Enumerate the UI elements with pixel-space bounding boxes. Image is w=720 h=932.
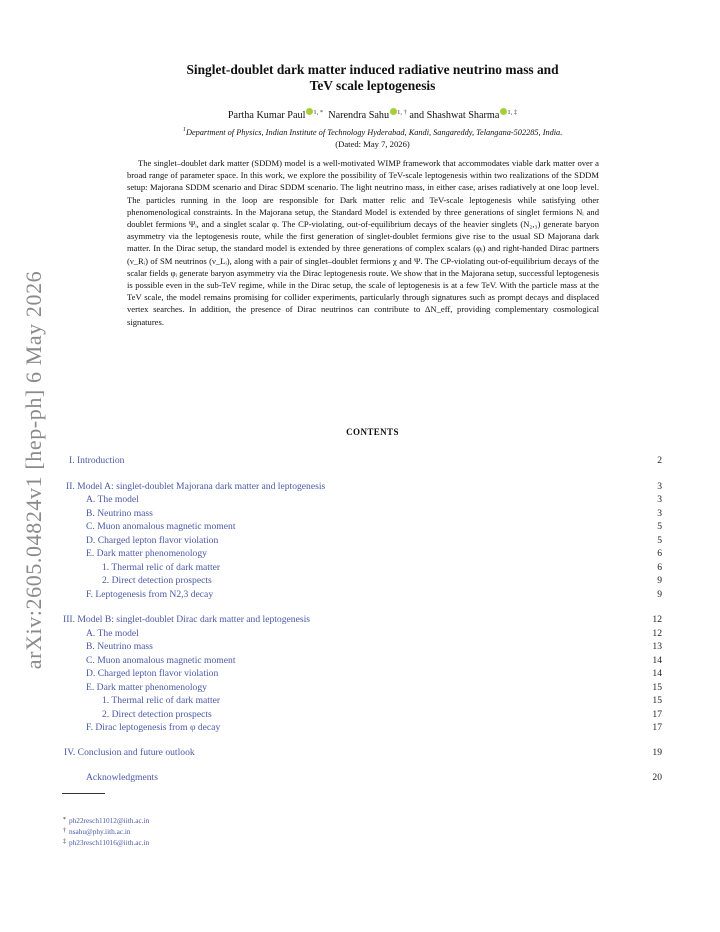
author-list [100, 108, 645, 121]
toc-entry[interactable] [60, 695, 662, 707]
toc-entry-label[interactable]: D. Charged lepton flavor violation [86, 668, 219, 679]
toc-entry-page: 13 [652, 641, 662, 652]
toc-entry[interactable] [60, 628, 662, 640]
toc-entry-label[interactable]: A. The model [86, 627, 139, 639]
toc-entry-label[interactable]: III. Model B: singlet-doublet Dirac dark matter and leptogenesis [63, 614, 310, 625]
toc-entry[interactable] [60, 481, 662, 493]
toc-entry[interactable] [60, 562, 662, 574]
dated-line: (Dated: May 7, 2026) [335, 139, 410, 149]
toc-entry[interactable] [60, 455, 662, 467]
toc-entry-page: 5 [657, 534, 662, 546]
toc-entry[interactable] [60, 494, 662, 506]
toc-entry[interactable] [60, 682, 662, 694]
toc-entry-label[interactable]: I. Introduction [69, 455, 125, 466]
toc-entry-page: 14 [652, 668, 662, 679]
toc-entry-page: 2 [657, 455, 662, 466]
abstract: The singlet–doublet dark matter (SDDM) model is a well-motivated WIMP framework that accommodates viable dark matter over a broad range of parameter space. In this work, we explore the possibility of TeV-scale leptogenesis within two realizations of the SDDM setup: Majorana SDDM scenario and Dirac SDDM scenario. The light neutrino mass, in either case, arises radiatively at one loop level. The particles running in the loop are responsible for Dark matter relic and TeV-scale leptogenesis while satisfying other phenomenological constraints. In the Majorana setup, the Standard Model is extended by three generations of singlet fermions Nᵢ and doublet fermions Ψᵢ, and a singlet scalar φ. The CP-violating, out-of-equilibrium decays of the heavier singlets (N₂,₃) generate baryon asymmetry via the leptogenesis route, while the first generation of singlet-doublet fermions give rise to the usual SD Majorana dark matter. In the Dirac setup, the standard model is extended by three generations of complex scalars (φᵢ) and right-handed Dirac partners (ν_Rᵢ) of SM neutrinos (ν_Lᵢ), along with a pair of singlet–doublet fermions χ and Ψ. The CP-violating out-of-equilibrium decays of the scalar fields φᵢ generate baryon asymmetry via the Dirac leptogenesis route. We show that in the Majorana setup, successful leptogenesis is possible even in the sub-TeV regime, while in the Dirac setup, the scale of leptogenesis is at a few TeV. With the particle mass at the TeV scale, the model remains promising for collider experiments, particularly through signatures such as prompt decays and displaced vertex searches. In addition, the presence of Dirac neutrinos can contribute to ΔN_eff, providing complementary cosmological signatures. [127, 158, 599, 327]
toc-entry[interactable] [60, 535, 662, 547]
footnote-email-text[interactable]: nsahu@phy.iith.ac.in [69, 827, 131, 836]
toc-entry-page: 6 [657, 548, 662, 559]
footnote-email[interactable] [63, 837, 149, 848]
toc-entry-page: 15 [652, 681, 662, 693]
author-name[interactable]: Narendra Sahu [328, 110, 390, 121]
title-line-1: Singlet-doublet dark matter induced radiative neutrino mass and [186, 62, 559, 77]
toc-entry-label[interactable]: 2. Direct detection prospects [102, 708, 212, 720]
toc-entry-label[interactable]: 1. Thermal relic of dark matter [102, 695, 221, 706]
toc-entry[interactable] [60, 772, 662, 784]
toc-entry[interactable] [60, 548, 662, 560]
footnote-rule [62, 793, 105, 794]
toc-entry[interactable] [60, 508, 662, 520]
toc-entry[interactable] [60, 641, 662, 653]
footnote-email[interactable] [63, 826, 149, 837]
toc-entry-page: 15 [652, 695, 662, 706]
toc-entry-label[interactable]: 1. Thermal relic of dark matter [102, 561, 221, 573]
toc-entry-label[interactable]: D. Charged lepton flavor violation [86, 534, 219, 546]
toc-entry-label[interactable]: IV. Conclusion and future outlook [64, 747, 195, 758]
footnote-email-text[interactable]: ph22resch11012@iith.ac.in [69, 816, 150, 825]
toc-entry-label[interactable]: B. Neutrino mass [86, 507, 153, 519]
toc-entry-label[interactable]: A. The model [86, 494, 139, 505]
toc-entry-page: 14 [652, 654, 662, 666]
toc-entry-page: 17 [652, 708, 662, 720]
toc-entry[interactable] [60, 575, 662, 587]
footnote-mark: ‡ [63, 839, 66, 845]
arxiv-identifier-stamp [6, 250, 62, 690]
toc-entry-page: 17 [652, 722, 662, 733]
footnote-mark: * [63, 817, 66, 823]
toc-entry-label[interactable]: 2. Direct detection prospects [102, 575, 212, 586]
toc-entry-page: 3 [657, 507, 662, 519]
footnote-email[interactable] [63, 815, 149, 826]
toc-entry[interactable] [60, 655, 662, 667]
toc-entry-page: 9 [657, 575, 662, 586]
toc-entry[interactable] [60, 589, 662, 601]
footnotes [63, 815, 149, 848]
toc-entry[interactable] [60, 722, 662, 734]
toc-entry-page: 12 [652, 627, 662, 639]
toc-entry-label[interactable]: Acknowledgments [86, 772, 158, 783]
toc-entry-page: 20 [652, 772, 662, 783]
toc-entry-label[interactable]: II. Model A: singlet-doublet Majorana dark matter and leptogenesis [66, 481, 326, 492]
toc-entry[interactable] [60, 709, 662, 721]
affiliation-text: Department of Physics, Indian Institute of Technology Hyderabad, Kandi, Sangareddy, Telangana-502285, India. [185, 128, 563, 137]
toc-entry-page: 19 [652, 747, 662, 758]
toc-entry-label[interactable]: C. Muon anomalous magnetic moment [86, 654, 236, 666]
paper-title [100, 62, 645, 94]
toc-entry-label[interactable]: F. Leptogenesis from N2,3 decay [86, 588, 214, 600]
toc-entry-label[interactable]: E. Dark matter phenomenology [86, 548, 207, 559]
author-marks: 1, ‡ [507, 109, 518, 116]
arxiv-identifier-text: arXiv:2605.04824v1 [hep-ph] 6 May 2026 [21, 270, 46, 670]
title-line-2: TeV scale leptogenesis [309, 78, 436, 93]
footnote-mark: † [63, 828, 66, 834]
toc-entry-page: 6 [657, 561, 662, 573]
affiliation [80, 126, 665, 137]
toc-entry[interactable] [60, 668, 662, 680]
author-marks: 1, * [313, 109, 324, 116]
author-conjunction: and [409, 110, 425, 121]
toc-entry[interactable] [60, 521, 662, 533]
toc-entry-page: 9 [657, 588, 662, 600]
affiliation-mark: 1 [182, 126, 186, 133]
toc-entry-label[interactable]: B. Neutrino mass [86, 641, 153, 652]
toc-entry-page: 12 [652, 614, 662, 625]
toc-entry-label[interactable]: F. Dirac leptogenesis from φ decay [86, 722, 221, 733]
author-name[interactable]: Partha Kumar Paul [227, 110, 306, 121]
toc-entry-page: 5 [657, 521, 662, 532]
contents-heading: CONTENTS [346, 427, 399, 437]
toc-entry-page: 3 [657, 481, 662, 492]
toc-entry-label[interactable]: C. Muon anomalous magnetic moment [86, 521, 236, 532]
toc-entry-label[interactable]: E. Dark matter phenomenology [86, 681, 207, 693]
footnote-email-text[interactable]: ph23resch11016@iith.ac.in [69, 838, 150, 847]
author-name[interactable]: Shashwat Sharma [426, 110, 500, 121]
toc-entry[interactable] [60, 614, 662, 626]
toc-entry-page: 3 [657, 494, 662, 505]
toc-entry[interactable] [60, 747, 662, 759]
author-marks: 1, † [397, 109, 407, 116]
